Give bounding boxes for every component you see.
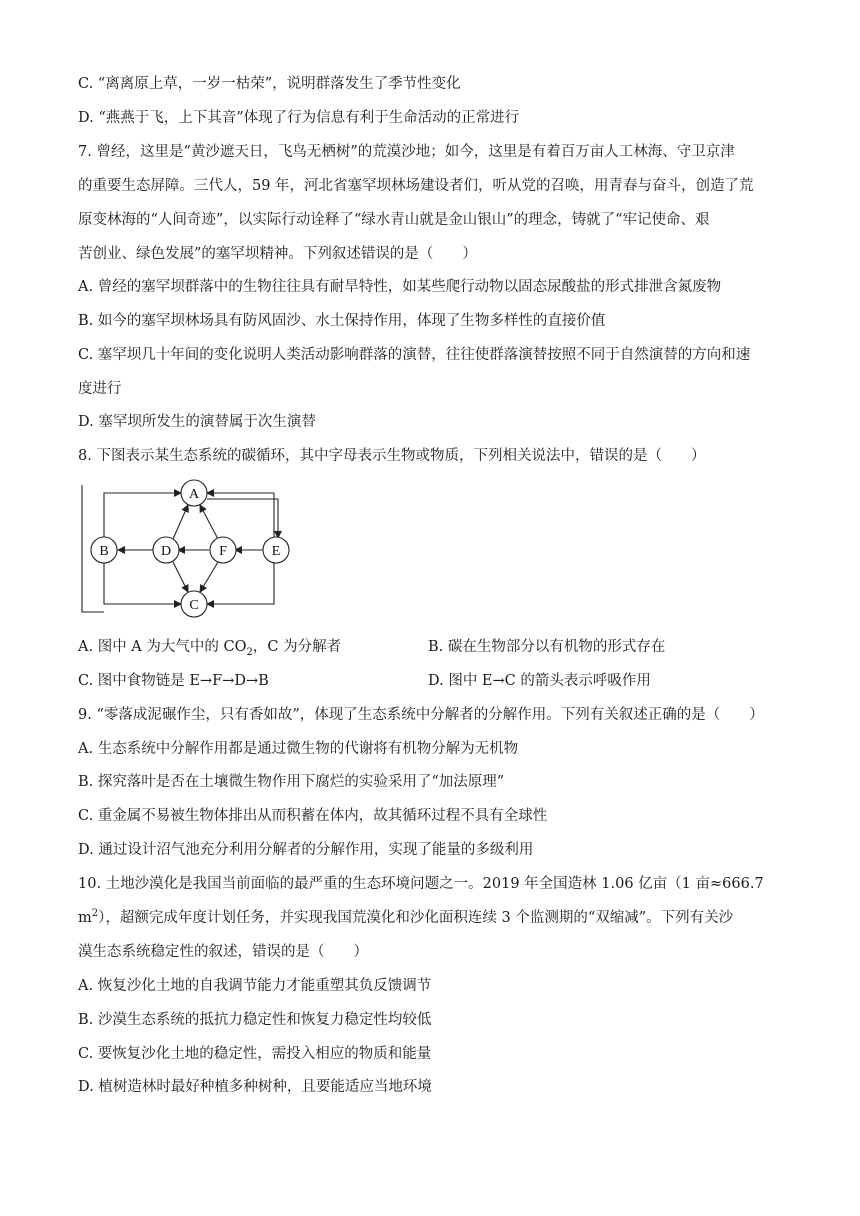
arrow-e-to-c <box>207 561 274 604</box>
question-8: 8. 下图表示某生态系统的碳循环，其中字母表示生物或物质，下列相关说法中，错误的是（ ） <box>78 448 706 464</box>
arrow-f-to-a <box>200 505 218 539</box>
question-7-line-3: 原变林海的“人间奇迹”，以实际行动诠释了“绿水青山就是金山银山”的理念，铸就了“牢记使命、艰 <box>78 212 710 228</box>
arrow-b-to-c <box>104 561 181 604</box>
option-8a: A. 图中 A 为大气中的 $CO_2$，C 为分解者 <box>78 639 342 658</box>
question-9: 9. “零落成泥碾作尘，只有香如故”，体现了生态系统中分解者的分解作用。下列有关叙述正确的是（ ） <box>78 707 764 723</box>
option-10c: C. 要恢复沙化土地的稳定性，需投入相应的物质和能量 <box>78 1046 432 1062</box>
option-7b: B. 如今的塞罕坝林场具有防风固沙、水土保持作用，体现了生物多样性的直接价值 <box>78 313 606 329</box>
option-8c: C. 图中食物链是 E→F→D→B <box>78 673 269 689</box>
option-8b: B. 碳在生物部分以有机物的形式存在 <box>428 639 666 655</box>
node-d-label: D <box>160 544 172 559</box>
option-6c: C. “离离原上草，一岁一枯荣”，说明群落发生了季节性变化 <box>78 76 461 92</box>
option-10b: B. 沙漠生态系统的抵抗力稳定性和恢复力稳定性均较低 <box>78 1012 432 1028</box>
question-7-line-2: 的重要生态屏障。三代人，59 年，河北省塞罕坝林场建设者们，听从党的召唤，用青春与奋斗，创造了荒 <box>78 178 754 194</box>
arrow-d-to-a <box>173 505 188 539</box>
node-e-label: E <box>271 544 281 559</box>
option-9c: C. 重金属不易被生物体排出从而积蓄在体内，故其循环过程不具有全球性 <box>78 808 548 824</box>
question-7-line-1: 7. 曾经，这里是“黄沙遮天日，飞鸟无栖树”的荒漠沙地；如今，这里是有着百万亩人工林海、守卫京津 <box>78 144 735 160</box>
node-f-label: F <box>219 544 227 559</box>
option-9d: D. 通过设计沼气池充分利用分解者的分解作用，实现了能量的多级利用 <box>78 842 534 858</box>
option-7c-line-2: 度进行 <box>78 381 122 397</box>
node-a-label: A <box>188 487 200 502</box>
node-c-label: C <box>189 598 199 613</box>
question-10-line-1: 10. 土地沙漠化是我国当前面临的最严重的生态环境问题之一。2019 年全国造林 1.06 亿亩（1 亩≈666.7 <box>78 876 764 892</box>
option-9a: A. 生态系统中分解作用都是通过微生物的代谢将有机物分解为无机物 <box>78 741 519 757</box>
option-7a: A. 曾经的塞罕坝群落中的生物往往具有耐旱特性，如某些爬行动物以固态尿酸盐的形式排泄含氮废物 <box>78 279 722 295</box>
arrow-a-to-e <box>207 499 278 538</box>
option-7d: D. 塞罕坝所发生的演替属于次生演替 <box>78 414 316 430</box>
question-10-line-3: 漠生态系统稳定性的叙述，错误的是（ ） <box>78 944 368 960</box>
option-8d: D. 图中 E→C 的箭头表示呼吸作用 <box>428 673 651 689</box>
option-7c-line-1: C. 塞罕坝几十年间的变化说明人类活动影响群落的演替，往往使群落演替按照不同于自然演替的方向和速 <box>78 347 751 363</box>
option-10a: A. 恢复沙化土地的自我调节能力才能重塑其负反馈调节 <box>78 978 432 994</box>
arrow-d-to-c <box>173 562 188 592</box>
arrow-f-to-c <box>200 562 218 592</box>
carbon-cycle-diagram <box>78 477 302 619</box>
node-b-label: B <box>99 544 109 559</box>
question-7-line-4: 苦创业、绿色发展”的塞罕坝精神。下列叙述错误的是（ ） <box>78 246 477 262</box>
question-10-line-2: $m^2$），超额完成年度计划任务，并实现我国荒漠化和沙化面积连续 3 个监测期的“双缩减”。下列有关沙 <box>78 908 734 926</box>
option-9b: B. 探究落叶是否在土壤微生物作用下腐烂的实验采用了“加法原理” <box>78 774 505 790</box>
option-10d: D. 植树造林时最好种植多种树种，且要能适应当地环境 <box>78 1079 432 1095</box>
option-6d: D. “燕燕于飞，上下其音”体现了行为信息有利于生命活动的正常进行 <box>78 110 520 126</box>
